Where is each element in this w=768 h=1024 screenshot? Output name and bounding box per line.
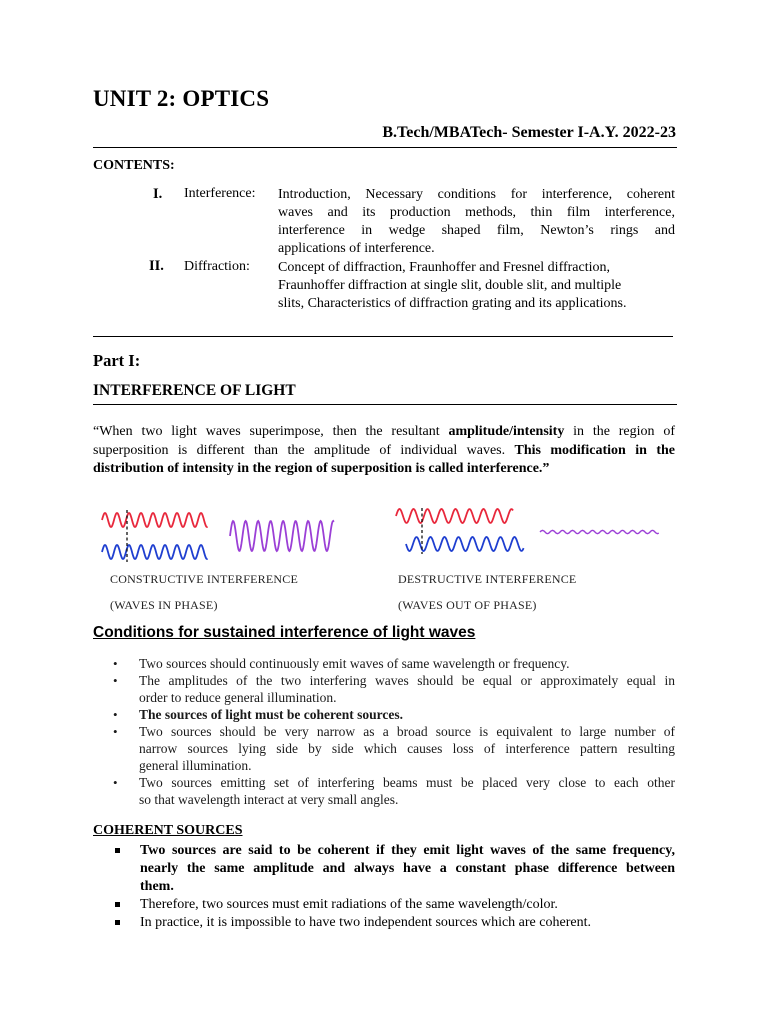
destructive-subcaption: (WAVES OUT OF PHASE) (398, 598, 537, 612)
list-item-line: Two sources are said to be coherent if they emit light waves of the same frequency, (140, 843, 675, 858)
contents-line: Introduction, Necessary conditions for interference, coherent (278, 187, 675, 202)
contents-heading: CONTENTS: (93, 158, 175, 173)
list-item (113, 896, 675, 914)
bullet-marker (115, 920, 120, 925)
destructive-caption: DESTRUCTIVE INTERFERENCE (398, 572, 577, 586)
coherent-list (113, 842, 675, 932)
list-item (113, 655, 675, 672)
list-item-line: nearly the same amplitude and always have a constant phase difference between (140, 861, 675, 876)
definition-line-2: superposition is different than the amplitude of individual waves. This modification in the (93, 442, 675, 458)
list-item-line: so that wavelength interact at very small angles. (139, 792, 399, 807)
conditions-list (113, 655, 675, 808)
section-title: INTERFERENCE OF LIGHT (93, 382, 296, 399)
conditions-heading: Conditions for sustained interference of light waves (93, 624, 476, 641)
list-item-line: In practice, it is impossible to have two independent sources which are coherent. (140, 915, 591, 930)
contents-numeral-1: I. (153, 186, 163, 202)
list-item (113, 914, 675, 932)
constructive-subcaption: (WAVES IN PHASE) (110, 598, 218, 612)
blue-wave-constructive (102, 545, 208, 559)
contents-line: Fraunhoffer diffraction at single slit, double slit, and multiple (278, 278, 622, 293)
contents-line: interference in wedge shaped film, Newton’s rings and (278, 223, 675, 238)
page-title: UNIT 2: OPTICS (93, 86, 270, 111)
list-item (113, 672, 675, 706)
course-subtitle: B.Tech/MBATech- Semester I-A.Y. 2022-23 (382, 124, 676, 141)
contents-text-diffraction (278, 259, 675, 313)
contents-line: Concept of diffraction, Fraunhoffer and Fresnel diffraction, (278, 260, 611, 275)
definition-line-3: distribution of intensity in the region of superposition is called interference.” (93, 461, 550, 476)
bullet-marker: • (113, 775, 118, 790)
list-item-line: Therefore, two sources must emit radiations of the same wavelength/color. (140, 897, 558, 912)
red-wave-constructive (102, 513, 208, 527)
contents-line: waves and its production methods, thin film interference, (278, 205, 675, 220)
list-item-line: Two sources should be very narrow as a broad source is equivalent to large number of (139, 724, 675, 739)
bullet-marker: • (113, 724, 118, 739)
list-item (113, 723, 675, 774)
bullet-marker: • (113, 656, 118, 671)
contents-line: slits, Characteristics of diffraction grating and its applications. (278, 296, 627, 311)
list-item (113, 706, 675, 723)
contents-line: applications of interference. (278, 241, 435, 256)
section-divider (93, 404, 677, 405)
list-item-line: narrow sources lying side by side which causes loss of interference pattern resulting (139, 741, 675, 756)
contents-numeral-2: II. (149, 258, 164, 274)
list-item-line: them. (140, 879, 174, 894)
contents-label-interference: Interference: (184, 186, 256, 201)
list-item-line: general illumination. (139, 758, 252, 773)
constructive-caption: CONSTRUCTIVE INTERFERENCE (110, 572, 298, 586)
purple-resultant-wave (230, 521, 334, 551)
red-wave-destructive (396, 509, 513, 523)
list-item-line: Two sources should continuously emit waves of same wavelength or frequency. (139, 656, 570, 671)
header-divider (93, 147, 677, 148)
wave-group (102, 508, 659, 562)
coherent-heading: COHERENT SOURCES (93, 823, 243, 838)
contents-divider (93, 336, 673, 337)
interference-definition (93, 423, 675, 479)
definition-line-1: “When two light waves superimpose, then the resultant amplitude/intensity in the region of (93, 424, 675, 439)
list-item (113, 774, 675, 808)
bullet-marker (115, 848, 120, 853)
contents-label-diffraction: Diffraction: (184, 259, 250, 274)
contents-text-interference (278, 186, 675, 258)
list-item-line: The amplitudes of the two interfering waves should be equal or approximately equal in (139, 673, 675, 688)
list-item-line: The sources of light must be coherent sources. (139, 707, 403, 722)
part-label: Part I: (93, 351, 141, 370)
bullet-marker: • (113, 673, 118, 688)
blue-wave-destructive (406, 537, 524, 551)
purple-flat-wave (540, 530, 659, 533)
list-item-line: Two sources emitting set of interfering beams must be placed very close to each other (139, 775, 675, 790)
bullet-marker (115, 902, 120, 907)
list-item-line: order to reduce general illumination. (139, 690, 337, 705)
bullet-marker: • (113, 707, 118, 722)
list-item (113, 842, 675, 896)
